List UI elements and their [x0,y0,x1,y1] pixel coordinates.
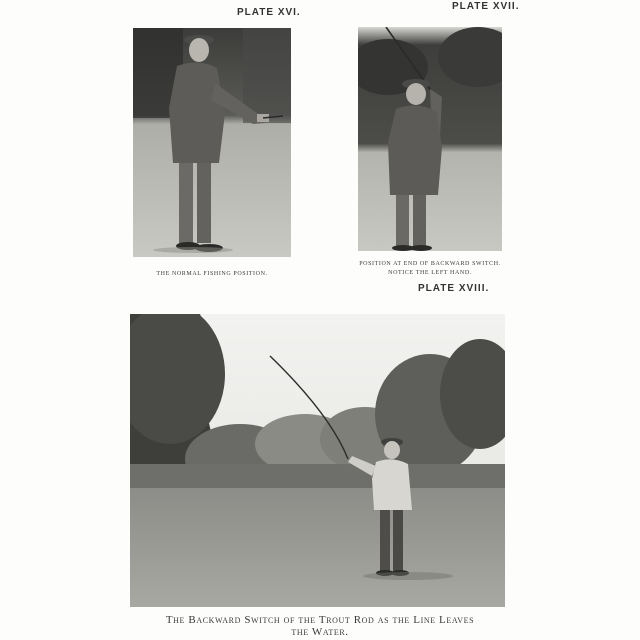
plate-xviii-caption [120,614,520,638]
plate-xviii-caption-line1: The Backward Switch of the Trout Rod as the Line Leaves [165,614,475,626]
plate-xvii-photo [358,27,502,251]
plate-xvii-caption [340,260,520,278]
plate-xviii-label: PLATE XVIII. [418,283,490,294]
plate-xvi-label: PLATE XVI. [237,7,301,18]
plate-xviii-caption-line2: the Water. [291,626,349,638]
plate-xvi-photo [133,28,291,257]
plate-xvii-caption-line2: NOTICE THE LEFT HAND. [388,270,472,276]
man-rod-overhead-photo-icon [358,27,502,251]
plate-xvi-caption: THE NORMAL FISHING POSITION. [156,271,268,277]
plate-xviii-photo [130,314,505,607]
man-casting-on-lawn-photo-icon [130,314,505,607]
plate-xvii-label: PLATE XVII. [452,1,520,12]
plate-xvii-caption-line1: POSITION AT END OF BACKWARD SWITCH. [359,261,501,267]
man-holding-rod-photo-icon [133,28,291,257]
